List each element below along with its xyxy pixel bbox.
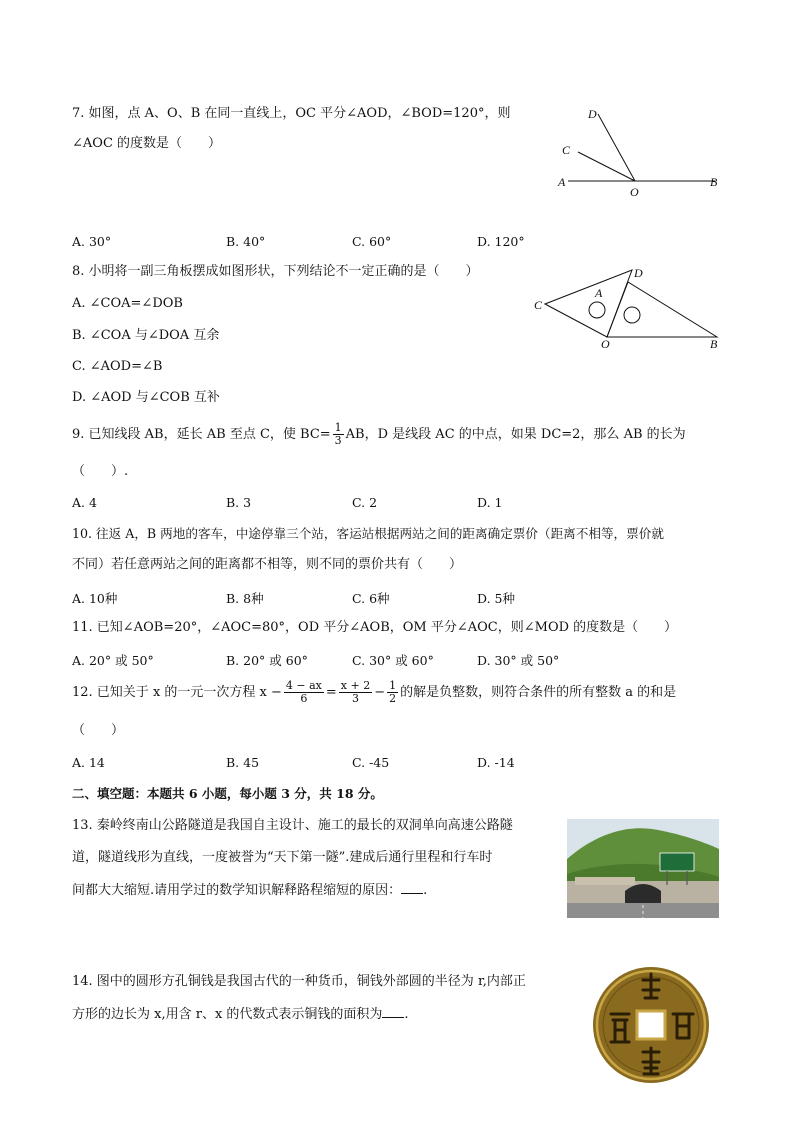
coin-square-hole [637,1011,665,1039]
q7-option-c: C. 60° [352,234,392,249]
q11-option-c: C. 30° 或 60° [352,653,434,668]
q9-option-d: D. 1 [477,495,503,510]
q12-minus: − [374,685,386,700]
q7-option-d: D. 120° [477,234,525,249]
q12-f1-num: 4 − ax [285,679,322,692]
q12-fraction-3 [387,680,398,705]
q8-label-d: D [634,266,643,280]
q14-line2-text: 方形的边长为 x,用含 r、x 的代数式表示铜钱的面积为 [72,1007,383,1022]
q10-line2: 不同）若任意两站之间的距离都不相等，则不同的票价共有（ ） [72,557,463,572]
q11-option-b: B. 20° 或 60° [226,653,308,668]
q10-line1: 10. 往返 A，B 两地的客车，中途停靠三个站，客运站根据两站之间的距离确定票价（距离不相等，票价就 [72,526,664,541]
q12-f1-den: 6 [300,692,308,705]
q13-line3 [72,881,427,899]
q8-option-a: A. ∠COA=∠DOB [72,296,183,311]
q8-label-a: A [595,286,603,300]
q14-line1: 14. 图中的圆形方孔铜钱是我国古代的一种货币，铜钱外部圆的半径为 r,内部正 [72,974,526,989]
tunnel-road-sign [660,853,694,871]
q12-line2: （ ） [72,723,125,738]
q7-ray-od [598,114,635,181]
q12-f3-den: 2 [389,692,397,705]
q12-f2-num: x + 2 [340,679,371,692]
q9-option-c: C. 2 [352,495,378,510]
q7-label-d: D [588,107,597,121]
tunnel-photo [567,819,719,918]
q8-label-c: C [534,298,543,312]
q7-label-o: O [630,185,639,199]
q13-line3-text: 间都大大缩短.请用学过的数学知识解释路程缩短的原因： [72,883,402,898]
q12-option-d: D. -14 [477,755,515,770]
q8-label-o: O [601,337,610,351]
q14-line2 [72,1005,409,1023]
tunnel-name-plate [575,877,635,885]
q11-option-d: D. 30° 或 50° [477,653,560,668]
q12-option-a: A. 14 [72,755,105,770]
q11-option-a: A. 20° 或 50° [72,653,154,668]
q9-line2: （ ）. [72,464,129,479]
q12-option-b: B. 45 [226,755,260,770]
q7-line2: ∠AOC 的度数是（ ） [72,136,222,151]
q10-option-a: A. 10种 [72,591,118,606]
q8-label-b: B [710,337,718,351]
q10-option-b: B. 8种 [226,591,264,606]
q13-line2: 道，隧道线形为直线，一度被誉为“天下第一隧”.建成后通行里程和行车时 [72,850,493,865]
q10-option-d: D. 5种 [477,591,515,606]
q14-tail: . [404,1007,409,1022]
q9-line1 [72,422,686,447]
q8-option-d: D. ∠AOD 与∠COB 互补 [72,390,220,405]
q9-option-b: B. 3 [226,495,252,510]
q7-option-b: B. 40° [226,234,266,249]
q7-label-a: A [558,175,566,189]
coin-photo [581,958,721,1090]
q7-label-c: C [562,143,571,157]
q8-triangle-cod [545,270,632,337]
q8-stem: 8. 小明将一副三角板摆成如图形状，下列结论不一定正确的是（ ） [72,264,479,279]
q8-hole-left [589,302,605,318]
q12-line1 [72,680,676,705]
q12-fraction-1 [284,680,324,705]
q13-line1: 13. 秦岭终南山公路隧道是我国自主设计、施工的最长的双洞单向高速公路隧 [72,818,513,833]
q12-f2-den: 3 [352,692,359,705]
q9-option-a: A. 4 [72,495,97,510]
q12-pre: 12. 已知关于 x 的一元一次方程 x − [72,685,282,700]
q7-figure [550,100,730,200]
q7-label-b: B [710,175,718,189]
q8-figure [530,262,730,352]
q9-frac-den: 3 [334,434,342,447]
q8-option-c: C. ∠AOD=∠B [72,359,163,374]
q9-frac-num: 1 [334,421,342,434]
q13-tail: . [423,883,428,898]
q11-stem: 11. 已知∠AOB=20°，∠AOC=80°，OD 平分∠AOB，OM 平分∠AOC，则∠MOD 的度数是（ ） [72,620,678,635]
section-2-heading: 二、填空题：本题共 6 小题，每小题 3 分，共 18 分。 [72,786,383,801]
q13-answer-blank[interactable] [401,881,423,894]
q9-fraction [333,422,344,447]
q12-f3-num: 1 [389,679,397,692]
q12-eq: = [325,685,337,700]
q8-triangle-aob [607,282,717,337]
q12-post: 的解是负整数，则符合条件的所有整数 a 的和是 [400,685,677,700]
q9-pre: 9. 已知线段 AB，延长 AB 至点 C，使 BC= [72,427,331,442]
q8-option-b: B. ∠COA 与∠DOA 互余 [72,328,220,343]
q7-line1: 7. 如图，点 A、O、B 在同一直线上，OC 平分∠AOD，∠BOD=120°，则 [72,106,511,121]
q14-answer-blank[interactable] [382,1005,404,1018]
q12-option-c: C. -45 [352,755,390,770]
q9-post: AB，D 是线段 AC 的中点，如果 DC=2，那么 AB 的长为 [345,427,686,442]
q8-hole-right [624,307,640,323]
q12-fraction-2 [339,680,372,705]
q7-option-a: A. 30° [72,234,112,249]
q10-option-c: C. 6种 [352,591,390,606]
